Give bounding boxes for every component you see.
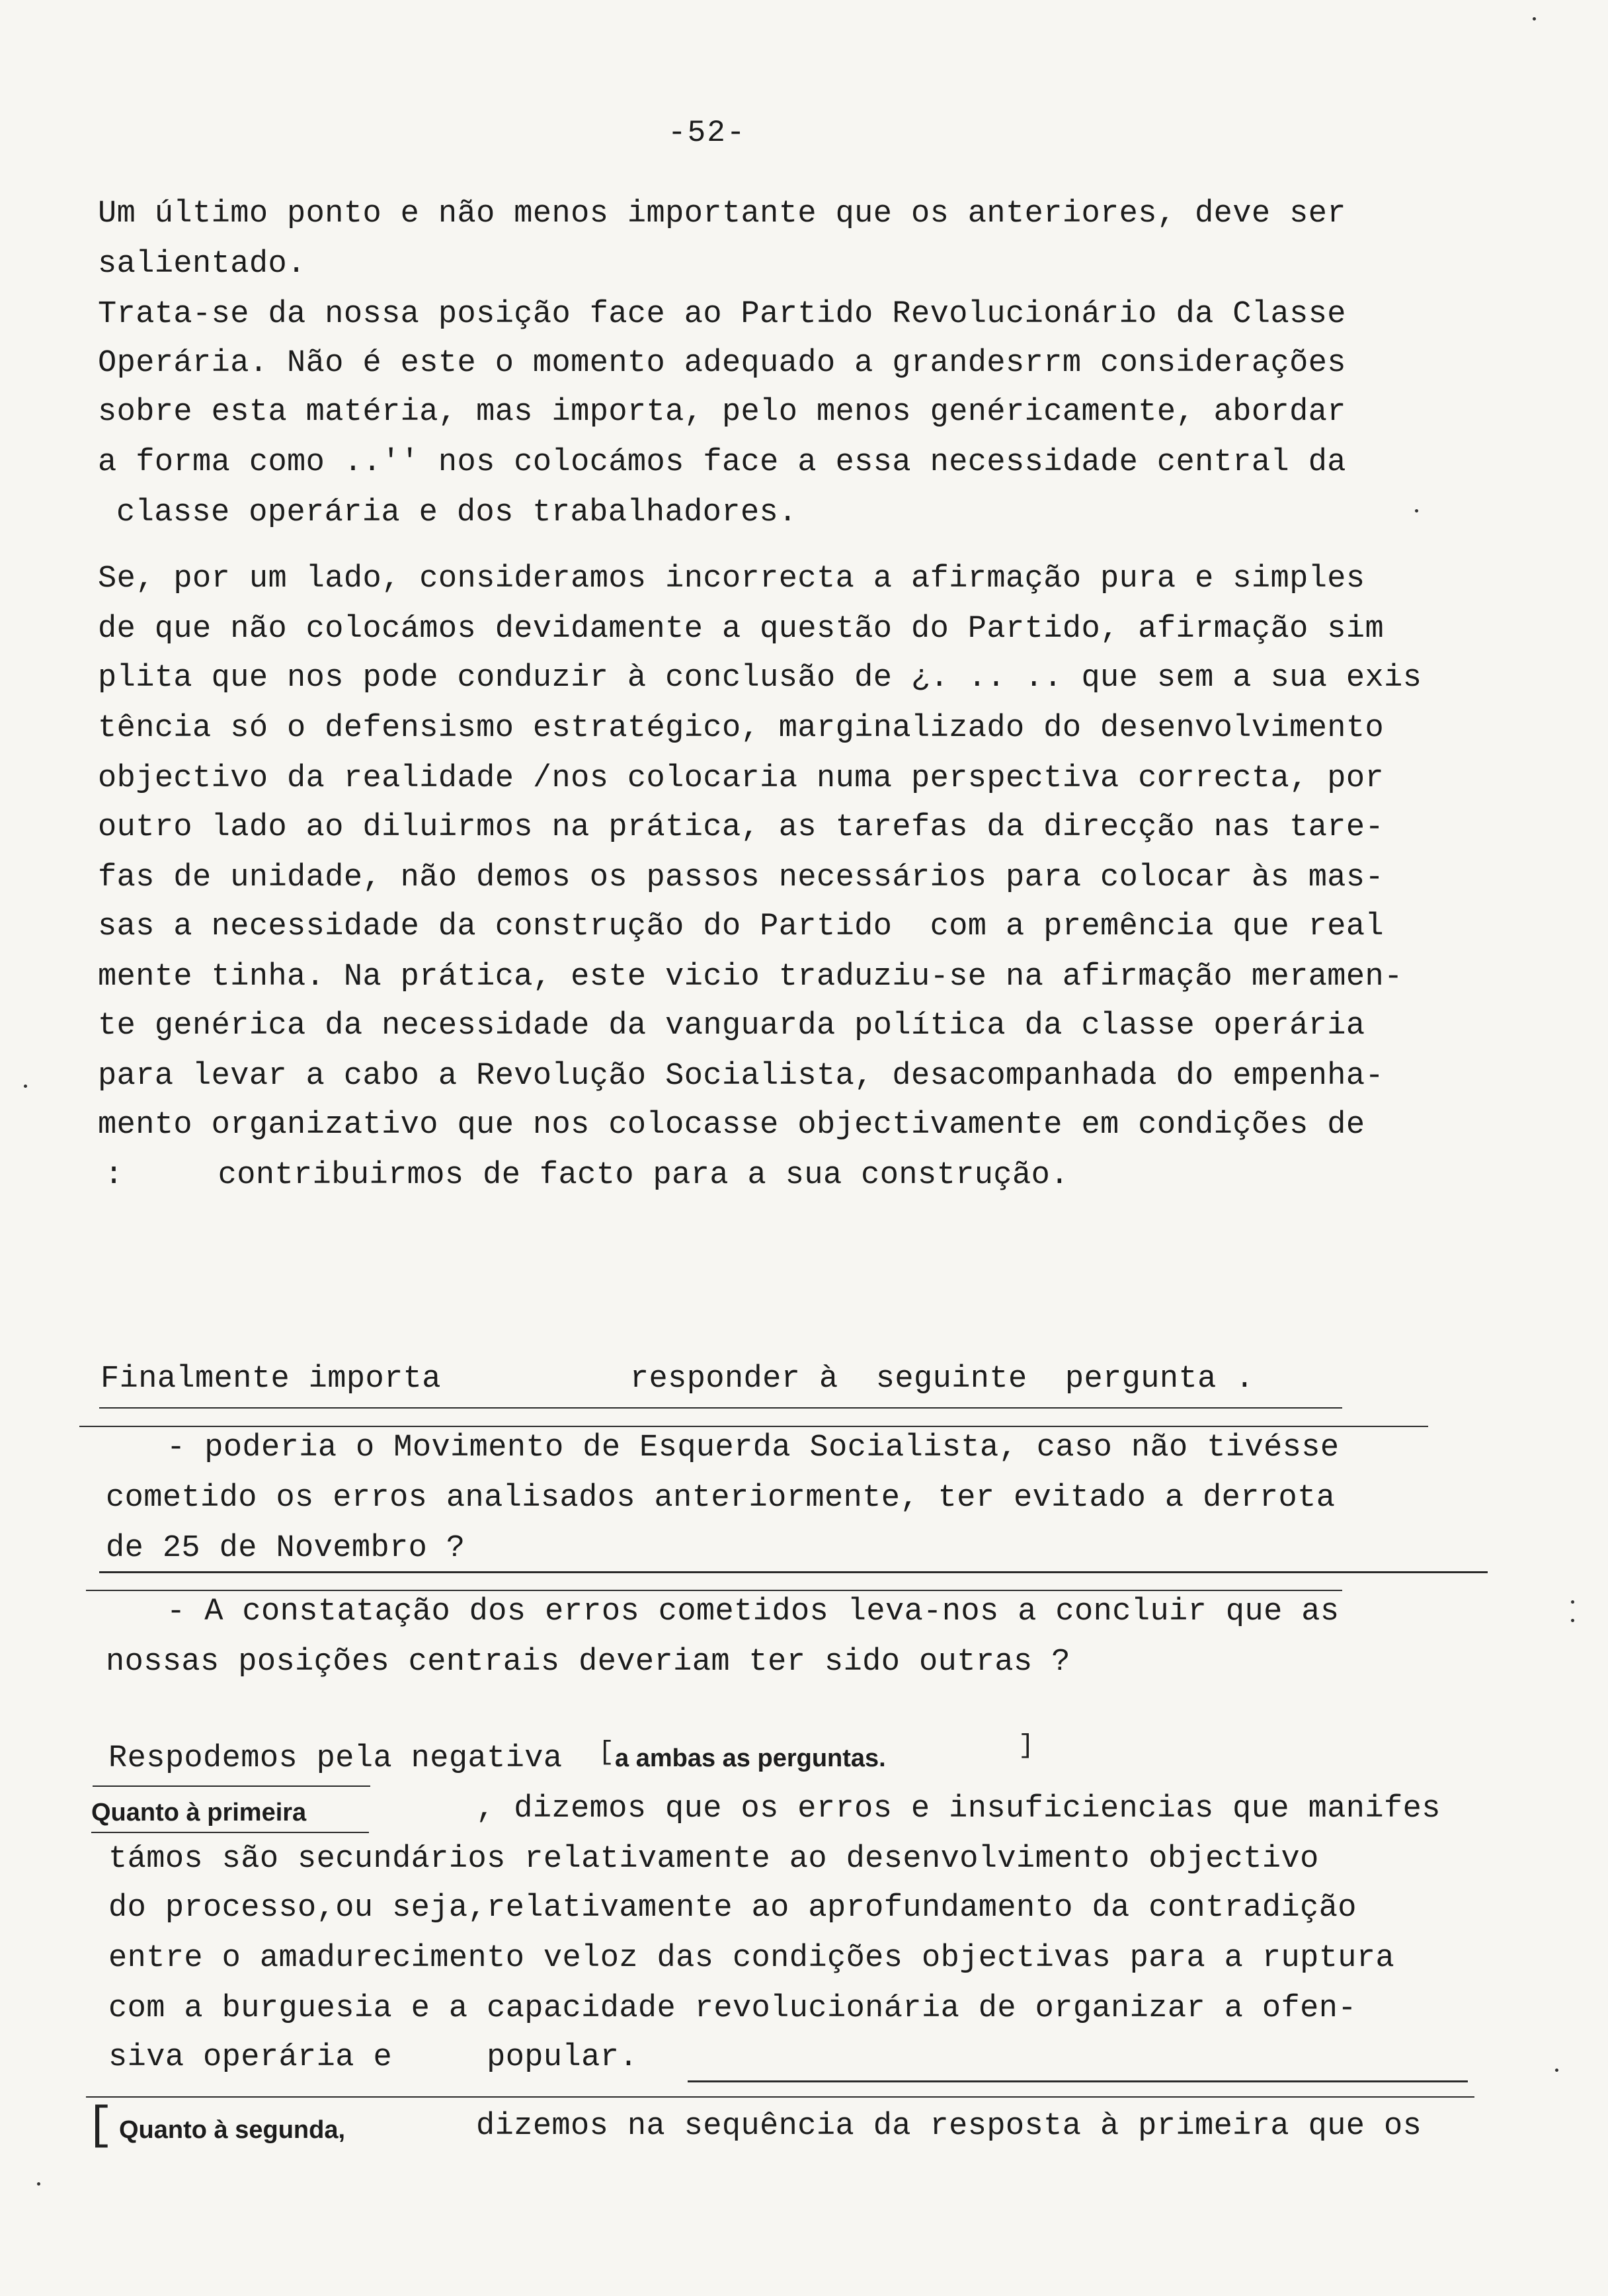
text-line: com a burguesia e a capacidade revolucionária de organizar a ofen- [108, 1991, 1357, 2026]
text-line: Respodemos pela negativa [108, 1741, 563, 1776]
handwritten-underline [99, 1571, 1488, 1573]
text-line: tência só o defensismo estratégico, marginalizado do desenvolvimento [98, 711, 1385, 746]
text-line: a forma como ..'' nos colocámos face a essa necessidade central da [98, 445, 1346, 480]
insert-bracket-left: [ [86, 2100, 114, 2152]
text-line: para levar a cabo a Revolução Socialista, desacompanhada do empenha- [98, 1059, 1385, 1094]
handwritten-insert: Quanto à primeira [91, 1799, 307, 1826]
handwritten-underline [93, 1785, 370, 1787]
text-line: Finalmente importa responder à seguinte pergunta . [100, 1362, 1254, 1397]
handwritten-insert: a ambas as perguntas. [615, 1744, 886, 1772]
text-line: sobre esta matéria, mas importa, pelo menos genéricamente, abordar [98, 395, 1346, 430]
insert-bracket-left: [ [598, 1738, 615, 1768]
text-line: mento organizativo que nos colocasse objectivamente em condições de [98, 1108, 1365, 1143]
text-line: Um último ponto e não menos importante que os anteriores, deve ser [98, 196, 1346, 231]
text-line: cometido os erros analisados anteriormente, ter evitado a derrota [106, 1481, 1336, 1516]
page-number: -52- [668, 116, 746, 150]
handwritten-underline [688, 2080, 1468, 2082]
text-line: - A constatação dos erros cometidos leva-nos a concluir que as [167, 1594, 1340, 1629]
scan-speck [1571, 1619, 1574, 1622]
text-line: do processo,ou seja,relativamente ao aprofundamento da contradição [108, 1891, 1357, 1926]
handwritten-underline [91, 1832, 369, 1833]
handwritten-insert: Quanto à segunda, [119, 2116, 346, 2144]
insert-bracket-right: ] [1018, 1731, 1035, 1761]
text-line: classe operária e dos trabalhadores. [116, 495, 797, 530]
text-line: nossas posições centrais deveriam ter sido outras ? [106, 1645, 1070, 1680]
text-line: outro lado ao diluirmos na prática, as tarefas da direcção nas tare- [98, 810, 1385, 845]
scan-speck [1415, 509, 1418, 512]
text-line: objectivo da realidade /nos colocaria numa perspectiva correcta, por [98, 761, 1385, 796]
text-line: de 25 de Novembro ? [106, 1531, 465, 1566]
scan-speck [24, 1085, 27, 1088]
scan-speck [1555, 2069, 1558, 2072]
handwritten-underline [86, 2096, 1474, 2098]
text-line: sas a necessidade da construção do Partido com a premência que real [98, 909, 1385, 944]
scan-speck [1571, 1600, 1574, 1604]
text-line: dizemos na sequência da resposta à primeira que os [476, 2109, 1422, 2144]
text-line: te genérica da necessidade da vanguarda política da classe operária [98, 1008, 1365, 1044]
text-line: Operária. Não é este o momento adequado a grandesrrm considerações [98, 346, 1346, 381]
handwritten-underline [86, 1590, 1342, 1591]
text-line: , dizemos que os erros e insuficiencias que manifes [476, 1791, 1441, 1826]
text-line: - poderia o Movimento de Esquerda Socialista, caso não tivésse [167, 1430, 1340, 1465]
text-line: de que não colocámos devidamente a questão do Partido, afirmação sim [98, 612, 1385, 647]
handwritten-underline [99, 1407, 1342, 1409]
text-line: plita que nos pode conduzir à conclusão de ¿. .. .. que sem a sua exis [98, 661, 1422, 696]
scan-speck [1533, 17, 1536, 20]
text-line: entre o amadurecimento veloz das condições objectivas para a ruptura [108, 1941, 1395, 1976]
scan-speck [37, 2182, 40, 2186]
text-line: támos são secundários relativamente ao desenvolvimento objectivo [108, 1842, 1319, 1877]
text-line: : contribuirmos de facto para a sua construção. [104, 1158, 1069, 1193]
text-line: mente tinha. Na prática, este vicio traduziu-se na afirmação meramen- [98, 960, 1403, 995]
text-line: siva operária e popular. [108, 2040, 638, 2075]
text-line: salientado. [98, 247, 306, 282]
text-line: Trata-se da nossa posição face ao Partido Revolucionário da Classe [98, 297, 1346, 332]
handwritten-underline [79, 1426, 1428, 1427]
text-line: fas de unidade, não demos os passos necessários para colocar às mas- [98, 860, 1385, 895]
text-line: Se, por um lado, consideramos incorrecta a afirmação pura e simples [98, 561, 1365, 596]
